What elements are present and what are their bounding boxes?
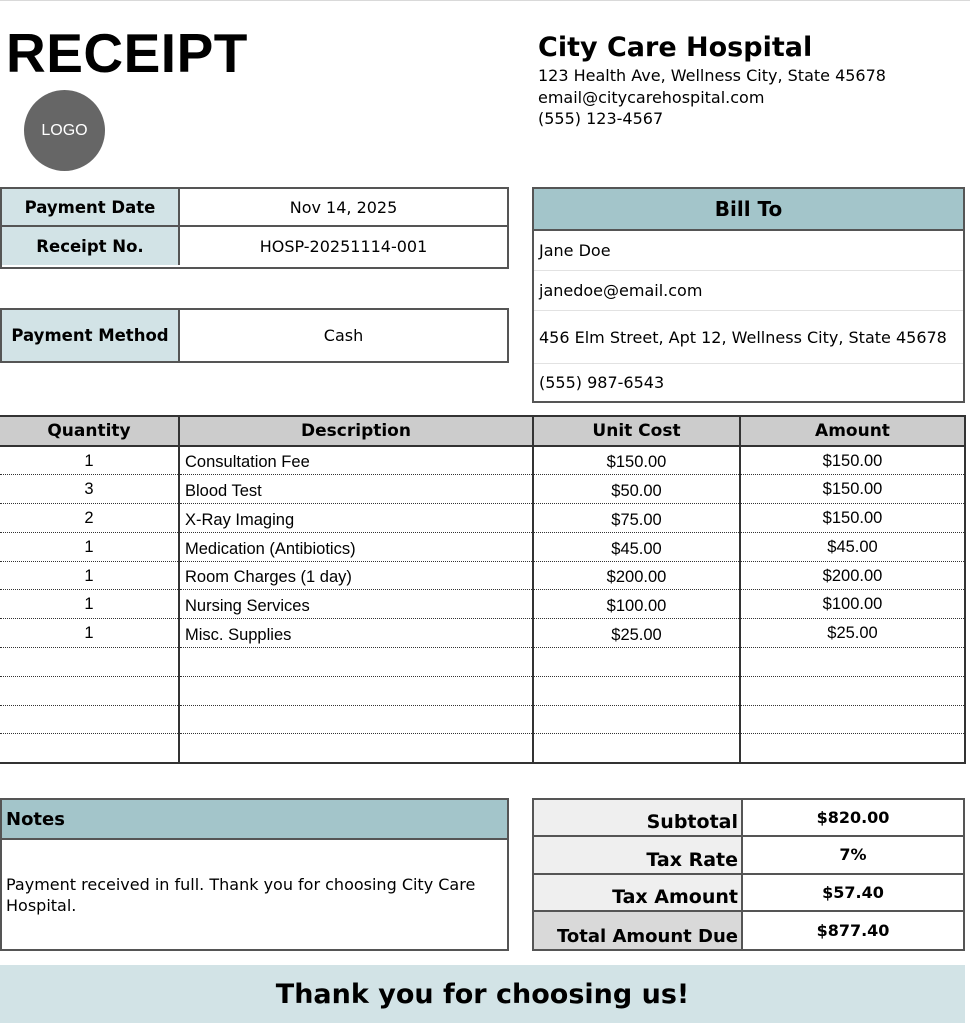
column-header-description: Description xyxy=(179,416,533,446)
item-unit-cost xyxy=(533,648,740,677)
table-row xyxy=(0,590,965,619)
item-unit-cost: $150.00 xyxy=(533,446,740,475)
item-amount: $150.00 xyxy=(740,475,965,504)
payment-info-box xyxy=(0,187,509,269)
notes-text: Payment received in full. Thank you for choosing City Care Hospital. xyxy=(6,875,476,915)
payment-date-label: Payment Date xyxy=(2,189,180,225)
item-amount: $150.00 xyxy=(740,504,965,533)
table-row-empty xyxy=(0,734,965,763)
item-amount: $150.00 xyxy=(740,446,965,475)
item-unit-cost: $25.00 xyxy=(533,619,740,648)
payment-method-row xyxy=(2,310,507,361)
item-amount xyxy=(740,705,965,734)
column-header-amount: Amount xyxy=(740,416,965,446)
item-description: X-Ray Imaging xyxy=(179,504,533,533)
tax-rate-label: Tax Rate xyxy=(534,837,743,872)
item-description: Consultation Fee xyxy=(179,446,533,475)
logo-placeholder xyxy=(24,90,105,171)
item-quantity: 1 xyxy=(0,446,179,475)
column-header-unit-cost: Unit Cost xyxy=(533,416,740,446)
bill-to-name: Jane Doe xyxy=(534,231,963,271)
payment-date-row xyxy=(2,189,507,227)
table-row-empty xyxy=(0,648,965,677)
table-row xyxy=(0,619,965,648)
item-unit-cost: $100.00 xyxy=(533,590,740,619)
table-row-empty xyxy=(0,705,965,734)
item-quantity xyxy=(0,734,179,763)
item-description: Blood Test xyxy=(179,475,533,504)
item-description: Nursing Services xyxy=(179,590,533,619)
subtotal-label: Subtotal xyxy=(534,800,743,835)
item-unit-cost: $45.00 xyxy=(533,532,740,561)
items-header-row xyxy=(0,416,965,446)
tax-rate-row xyxy=(534,837,963,874)
table-row xyxy=(0,561,965,590)
item-quantity: 2 xyxy=(0,504,179,533)
item-quantity: 1 xyxy=(0,532,179,561)
tax-rate-value: 7% xyxy=(839,845,867,865)
item-amount xyxy=(740,734,965,763)
tax-amount-row xyxy=(534,875,963,912)
item-unit-cost: $75.00 xyxy=(533,504,740,533)
receipt-number-label: Receipt No. xyxy=(2,227,180,265)
item-description: Room Charges (1 day) xyxy=(179,561,533,590)
item-amount: $100.00 xyxy=(740,590,965,619)
table-row xyxy=(0,532,965,561)
bill-to-address: 456 Elm Street, Apt 12, Wellness City, State 45678 xyxy=(534,311,963,364)
column-header-quantity: Quantity xyxy=(0,416,179,446)
payment-method-box xyxy=(0,308,509,363)
receipt-number-value: HOSP-20251114-001 xyxy=(259,236,428,256)
company-phone: (555) 123-4567 xyxy=(538,109,664,128)
total-due-label: Total Amount Due xyxy=(534,912,743,949)
item-description: Medication (Antibiotics) xyxy=(179,532,533,561)
table-row-empty xyxy=(0,676,965,705)
item-description: Misc. Supplies xyxy=(179,619,533,648)
item-amount xyxy=(740,676,965,705)
logo-text: LOGO xyxy=(41,121,88,139)
item-unit-cost xyxy=(533,734,740,763)
item-quantity: 1 xyxy=(0,590,179,619)
item-quantity xyxy=(0,648,179,677)
item-amount xyxy=(740,648,965,677)
company-email: email@citycarehospital.com xyxy=(538,87,765,107)
item-quantity xyxy=(0,676,179,705)
item-unit-cost xyxy=(533,705,740,734)
item-amount: $25.00 xyxy=(740,619,965,648)
total-due-row xyxy=(534,912,963,949)
item-description xyxy=(179,676,533,705)
company-address: 123 Health Ave, Wellness City, State 45678 xyxy=(538,66,886,85)
receipt-number-row xyxy=(2,227,507,265)
payment-date-value: Nov 14, 2025 xyxy=(289,197,398,217)
payment-method-value: Cash xyxy=(323,326,364,345)
item-quantity xyxy=(0,705,179,734)
subtotal-row xyxy=(534,800,963,837)
payment-method-label: Payment Method xyxy=(2,310,180,361)
tax-amount-value: $57.40 xyxy=(822,882,884,902)
bill-to-phone: (555) 987-6543 xyxy=(539,373,665,392)
bill-to-email: janedoe@email.com xyxy=(534,271,963,311)
total-due-value: $877.40 xyxy=(816,920,890,940)
company-info xyxy=(538,31,958,130)
totals-box xyxy=(532,798,965,951)
table-row xyxy=(0,446,965,475)
notes-header: Notes xyxy=(2,800,507,840)
company-name: City Care Hospital xyxy=(538,32,813,63)
item-unit-cost xyxy=(533,676,740,705)
items-table xyxy=(0,415,966,764)
item-amount: $45.00 xyxy=(740,532,965,561)
receipt-title: RECEIPT xyxy=(6,22,248,84)
item-unit-cost: $50.00 xyxy=(533,475,740,504)
item-unit-cost: $200.00 xyxy=(533,561,740,590)
item-quantity: 1 xyxy=(0,619,179,648)
bill-to-box xyxy=(532,187,965,403)
table-row xyxy=(0,475,965,504)
item-quantity: 1 xyxy=(0,561,179,590)
item-quantity: 3 xyxy=(0,475,179,504)
item-description xyxy=(179,705,533,734)
table-row xyxy=(0,504,965,533)
item-amount: $200.00 xyxy=(740,561,965,590)
thank-you-banner: Thank you for choosing us! xyxy=(0,965,965,1023)
subtotal-value: $820.00 xyxy=(816,808,890,828)
notes-box xyxy=(0,798,509,951)
tax-amount-label: Tax Amount xyxy=(534,875,743,910)
item-description xyxy=(179,734,533,763)
item-description xyxy=(179,648,533,677)
bill-to-header: Bill To xyxy=(534,189,963,231)
